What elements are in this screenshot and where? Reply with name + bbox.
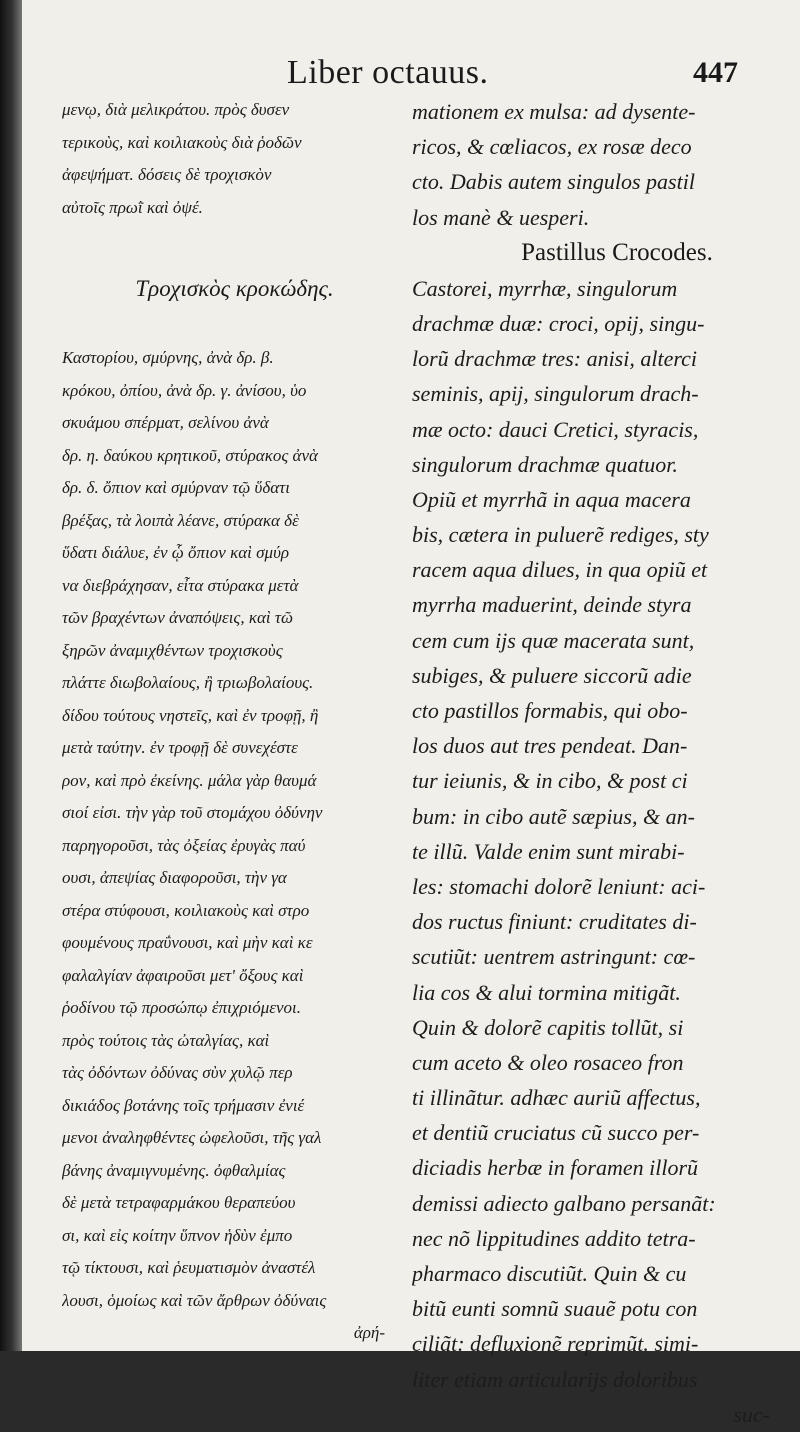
text-line: liter etiam articularijs doloribus	[412, 1366, 698, 1392]
catchword: ἀρή-	[353, 1323, 385, 1342]
text-line: pharmaco discutiũt. Quin & cu	[412, 1261, 687, 1286]
text-line: cum aceto & oleo rosaceo fron	[412, 1049, 684, 1075]
text-line: ἀφεψήματ. δόσεις δὲ τροχισκὸν	[62, 165, 272, 184]
text-line: ρον, καὶ πρὸ ἐκείνης. μάλα γὰρ θαυμά	[62, 770, 317, 790]
text-line: δὲ μετὰ τετραφαρμάκου θεραπεύου	[62, 1193, 296, 1212]
text-line: μενῳ, διὰ μελικράτου. πρὸς δυσεν	[62, 100, 290, 119]
text-line: bum: in cibo autẽ sæpius, & an-	[412, 803, 695, 829]
text-line: cto pastillos formabis, qui obo-	[412, 698, 688, 723]
text-line: Opiũ et myrrhã in aqua macera	[412, 486, 691, 512]
text-line: tur ieiunis, & in cibo, & post ci	[412, 768, 688, 794]
text-line: Καστορίου, σμύρνης, ἀνὰ δρ. β.	[62, 348, 274, 367]
text-line: lia cos & alui tormina mitigãt.	[412, 979, 681, 1005]
text-line: σιοί εἰσι. τὴν γὰρ τοῦ στομάχου ὀδύνην	[62, 803, 323, 822]
text-line: παρηγοροῦσι, τὰς ὀξείας ἐρυγὰς παύ	[62, 835, 306, 855]
text-line: αὐτοῖς πρωῒ καὶ ὀψέ.	[62, 197, 203, 217]
text-line: nec nõ lippitudines addito tetra-	[412, 1225, 696, 1251]
text-line: κρόκου, ὀπίου, ἀνὰ δρ. γ. ἀνίσου, ὑο	[62, 380, 307, 400]
text-line: τῶν βραχέντων ἀναπόψεις, καὶ τῶ	[62, 608, 293, 627]
text-line: να διεβράχησαν, εἶτα στύρακα μετὰ	[62, 575, 299, 595]
text-line: scutiũt: uentrem astringunt: cœ-	[412, 944, 696, 970]
text-line: drachmæ duæ: croci, opij, singu-	[412, 310, 705, 336]
text-line: mæ octo: dauci Cretici, styracis,	[412, 416, 699, 442]
text-line: ξηρῶν ἀναμιχθέντων τροχισκοὺς	[62, 640, 283, 660]
text-line: ti illinãtur. adhæc auriũ affectus,	[412, 1085, 701, 1111]
page-number: 447	[693, 56, 738, 89]
text-line: les: stomachi dolorẽ leniunt: aci-	[412, 873, 706, 899]
text-line: λουσι, ὁμοίως καὶ τῶν ἄρθρων ὀδύναις	[62, 1290, 327, 1310]
text-line: φουμένους πραΰνουσι, καὶ μὴν καὶ κε	[62, 933, 313, 952]
book-binding-edge	[0, 0, 22, 1351]
text-line: demissi adiecto galbano persanãt:	[412, 1190, 716, 1216]
book-page	[22, 0, 800, 1427]
text-line: ciliãt: defluxionẽ reprimũt. simi-	[412, 1331, 699, 1357]
text-line: σι, καὶ εἰς κοίτην ὕπνον ἡδὺν ἐμπο	[62, 1225, 293, 1245]
text-line: βρέξας, τὰ λοιπὰ λέανε, στύρακα δὲ	[62, 510, 299, 530]
text-line: bitũ eunti somnũ suauẽ potu con	[412, 1296, 698, 1322]
text-line: σκυάμου σπέρματ, σελίνου ἀνὰ	[62, 413, 269, 432]
text-line: μετὰ ταύτην. ἐν τροφῇ δὲ συνεχέστε	[62, 738, 298, 757]
text-line: mationem ex mulsa: ad dysente-	[412, 99, 696, 124]
text-line: lorũ drachmæ tres: anisi, alterci	[412, 346, 697, 372]
text-line: cem cum ijs quæ macerata sunt,	[412, 627, 695, 653]
text-line: δρ. δ. ὄπιον καὶ σμύρναν τῷ ὕδατι	[62, 478, 290, 497]
catchword: suc-	[733, 1401, 770, 1427]
section-heading: Pastillus Crocodes.	[521, 238, 713, 266]
text-line: cto. Dabis autem singulos pastil	[412, 169, 695, 195]
text-line: δρ. η. δαύκου κρητικοῦ, στύρακος ἀνὰ	[62, 445, 318, 465]
text-line: βάνης ἀναμιγνυμένης. ὀφθαλμίας	[62, 1160, 286, 1180]
running-title: Liber octauus.	[287, 54, 489, 91]
text-line: te illũ. Valde enim sunt mirabi-	[412, 838, 685, 864]
text-line: ῥοδίνου τῷ προσώπῳ ἐπιχριόμενοι.	[62, 998, 301, 1017]
text-line: Quin & dolorẽ capitis tollũt, si	[412, 1014, 684, 1040]
text-line: dos ructus finiunt: cruditates di-	[412, 909, 697, 935]
text-line: φαλαλγίαν ἀφαιροῦσι μετ' ὄξους καὶ	[62, 965, 304, 985]
text-line: myrrha maduerint, deinde styra	[412, 592, 692, 618]
text-line: ὕδατι διάλυε, ἐν ᾧ ὄπιον καὶ σμύρ	[62, 543, 290, 562]
text-line: δίδου τούτους νηστεῖς, καὶ ἐν τροφῇ, ἢ	[62, 705, 319, 725]
text-line: μενοι ἀναληφθέντες ὠφελοῦσι, τῆς γαλ	[62, 1128, 322, 1147]
text-line: πλάττε διωβολαίους, ἢ τριωβολαίους.	[62, 673, 314, 692]
text-line: Castorei, myrrhæ, singulorum	[412, 275, 678, 301]
latin-text-column	[412, 94, 792, 1432]
text-line: singulorum drachmæ quatuor.	[412, 451, 678, 477]
text-line: seminis, apij, singulorum drach-	[412, 381, 699, 407]
text-line: ουσι, ἀπεψίας διαφοροῦσι, τὴν γα	[62, 868, 287, 887]
text-line: diciadis herbæ in foramen illorũ	[412, 1155, 698, 1181]
greek-text-column	[62, 94, 407, 1350]
text-line: bis, cætera in puluerẽ rediges, sty	[412, 522, 709, 548]
text-line: πρὸς τούτοις τὰς ὠταλγίας, καὶ	[62, 1030, 270, 1050]
text-line: et dentiũ cruciatus cũ succo per-	[412, 1120, 700, 1146]
text-line: τερικοὺς, καὶ κοιλιακοὺς διὰ ῥοδῶν	[62, 132, 302, 152]
text-line: racem aqua dilues, in qua opiũ et	[412, 557, 708, 583]
text-line: στέρα στύφουσι, κοιλιακοὺς καὶ στρο	[62, 900, 310, 920]
section-heading: Τροχισκὸς κροκώδης.	[135, 276, 334, 301]
text-line: τῷ τίκτουσι, καὶ ῥευματισμὸν ἀναστέλ	[62, 1258, 316, 1277]
text-line: δικιάδος βοτάνης τοῖς τρήμασιν ἐνιέ	[62, 1095, 305, 1115]
text-line: los duos aut tres pendeat. Dan-	[412, 733, 688, 759]
text-line: los manè & uesperi.	[412, 204, 590, 230]
text-line: τὰς ὀδόντων ὀδύνας σὺν χυλῷ περ	[62, 1063, 293, 1082]
text-line: ricos, & cœliacos, ex rosæ deco	[412, 134, 692, 160]
text-line: subiges, & puluere siccorũ adie	[412, 662, 692, 688]
